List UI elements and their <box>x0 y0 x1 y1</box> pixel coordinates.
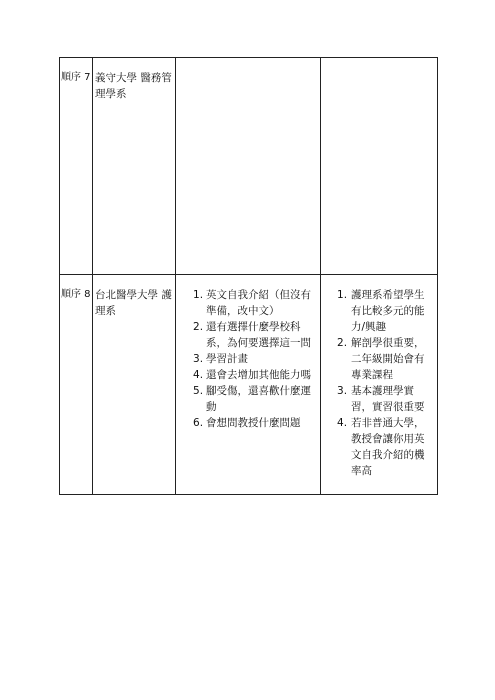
interview-table <box>59 57 438 495</box>
list-item: 學習計畫 <box>206 353 248 365</box>
school-cell: 台北醫學大學 護理系 <box>93 275 176 495</box>
list-item: 會想問教授什麼問題 <box>206 417 301 429</box>
questions-list <box>176 287 320 431</box>
list-item: 若非普通大學，教授會讓你用英文自我介紹的機率高 <box>351 417 425 477</box>
school-cell: 義守大學 醫務管理學系 <box>93 58 176 275</box>
table-row <box>60 275 438 495</box>
list-item: 腳受傷，還喜歡什麼運動 <box>206 385 311 413</box>
order-cell: 順序 7 <box>60 58 93 275</box>
list-item: 還有選擇什麼學校科系，為何要選擇這一問 <box>206 321 311 349</box>
list-item: 還會去增加其他能力嗎 <box>206 369 311 381</box>
table-row <box>60 58 438 275</box>
list-item: 英文自我介紹（但沒有準備，改中文） <box>206 289 311 317</box>
list-item: 護理系希望學生有比較多元的能力/興趣 <box>351 289 425 333</box>
questions-cell <box>176 58 321 275</box>
order-cell: 順序 8 <box>60 275 93 495</box>
answers-cell <box>321 58 438 275</box>
answers-cell <box>321 275 438 495</box>
list-item: 解剖學很重要，二年級開始會有專業課程 <box>351 337 425 381</box>
answers-list <box>321 287 437 479</box>
questions-cell <box>176 275 321 495</box>
list-item: 基本護理學實習，實習很重要 <box>351 385 425 413</box>
